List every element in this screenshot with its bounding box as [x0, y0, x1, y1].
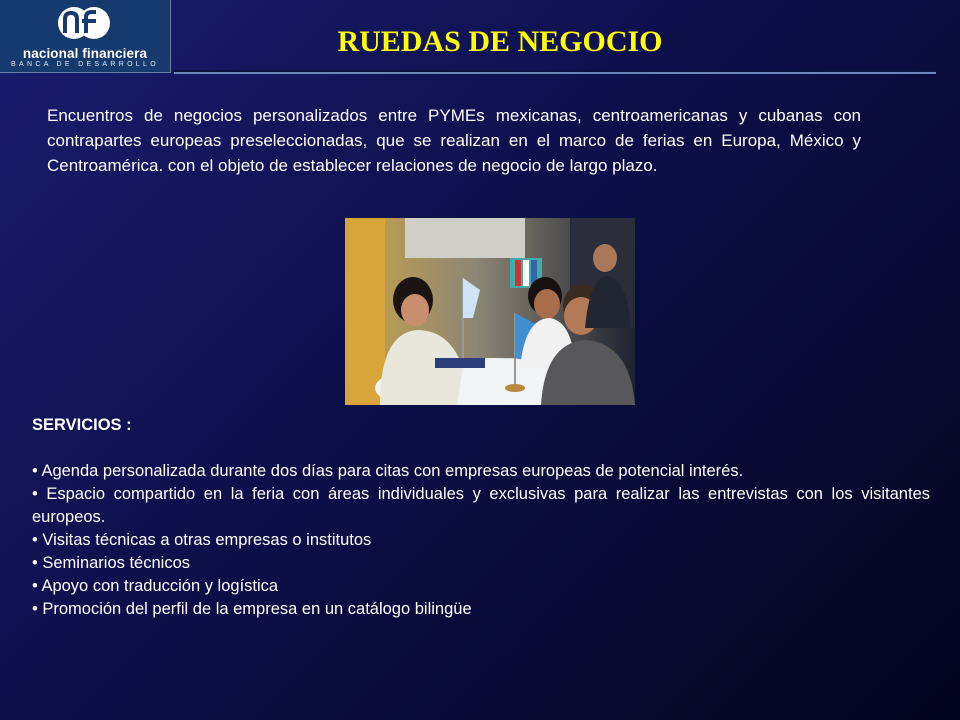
services-section	[32, 414, 930, 621]
logo-subtitle: BANCA DE DESARROLLO	[11, 61, 159, 68]
slide-title: RUEDAS DE NEGOCIO	[337, 25, 663, 58]
intro-paragraph: Encuentros de negocios personalizados entre PYMEs mexicanas, centroamericanas y cubanas con contrapartes europeas preseleccionadas, que se realizan en el marco de ferias en Europa, México y Centroamérica. con el objeto de establecer relaciones de negocio de largo plazo.	[47, 106, 861, 175]
service-item: • Promoción del perfil de la empresa en un catálogo bilingüe	[32, 600, 472, 618]
service-item: • Seminarios técnicos	[32, 554, 191, 572]
services-list	[32, 460, 930, 621]
title-divider-highlight	[174, 72, 936, 74]
service-item: • Apoyo con traducción y logística	[32, 577, 279, 595]
service-item: • Visitas técnicas a otras empresas o institutos	[32, 531, 372, 549]
services-heading: SERVICIOS :	[32, 416, 132, 434]
nafin-logo	[0, 0, 171, 73]
service-item: • Agenda personalizada durante dos días para citas con empresas europeas de potencial interés.	[32, 462, 744, 480]
service-item: • Espacio compartido en la feria con áreas individuales y exclusivas para realizar las entrevistas con los visitantes europeos.	[32, 485, 930, 526]
nafin-logo-mark-icon	[56, 3, 112, 43]
logo-name: nacional financiera	[22, 46, 148, 61]
business-meeting-photo	[345, 218, 635, 405]
